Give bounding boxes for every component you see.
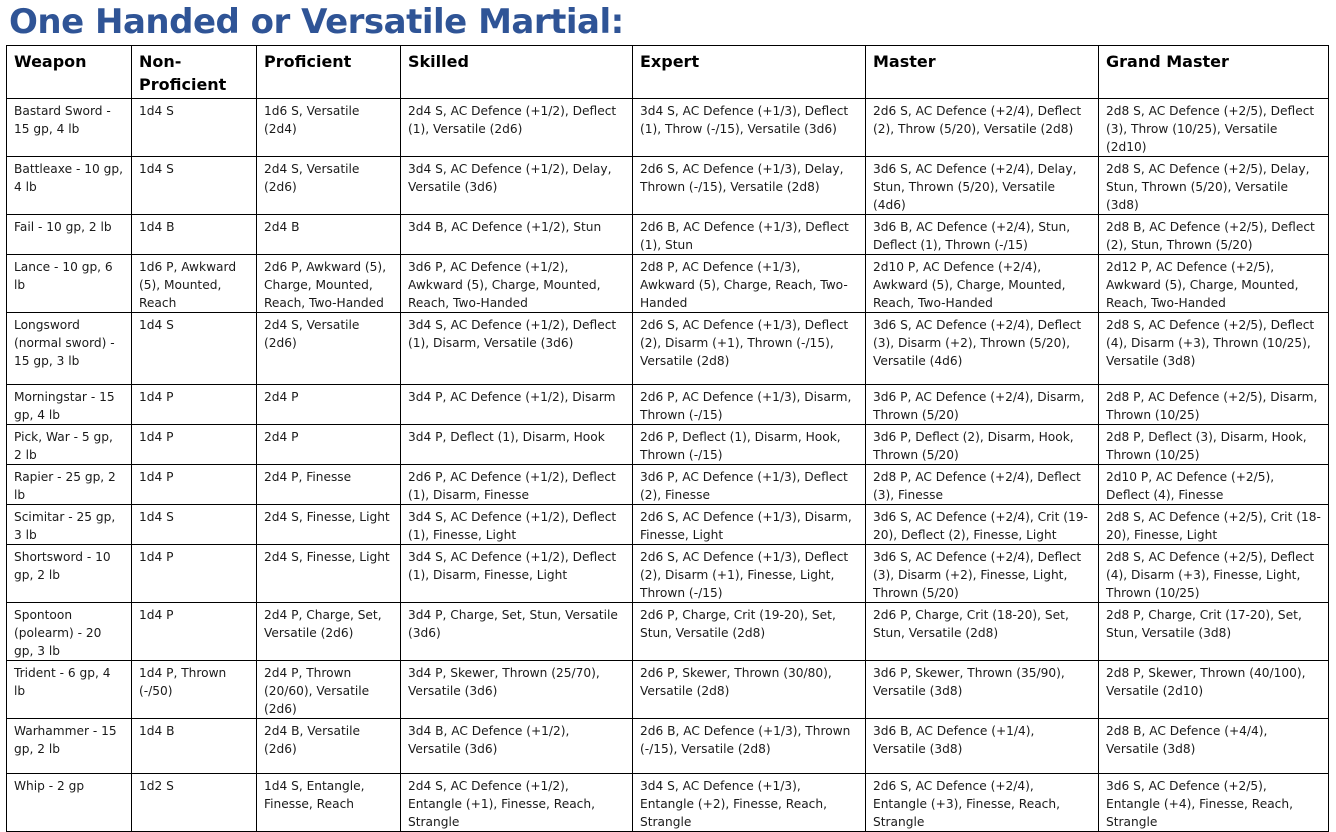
- cell-grand-master: 2d12 P, AC Defence (+2/5), Awkward (5), Charge, Mounted, Reach, Two-Handed: [1099, 255, 1329, 313]
- cell-weapon: Scimitar - 25 gp, 3 lb: [7, 505, 132, 545]
- cell-non-proficient: 1d4 B: [132, 719, 257, 774]
- cell-non-proficient: 1d4 P: [132, 425, 257, 465]
- cell-weapon: Morningstar - 15 gp, 4 lb: [7, 385, 132, 425]
- cell-non-proficient: 1d4 S: [132, 99, 257, 157]
- cell-expert: 2d6 B, AC Defence (+1/3), Deflect (1), Stun: [633, 215, 866, 255]
- cell-skilled: 3d4 S, AC Defence (+1/2), Delay, Versatile (3d6): [401, 157, 633, 215]
- cell-expert: 2d6 P, Deflect (1), Disarm, Hook, Thrown (-/15): [633, 425, 866, 465]
- cell-weapon: Pick, War - 5 gp, 2 lb: [7, 425, 132, 465]
- table-row: [7, 661, 1329, 719]
- cell-proficient: 2d4 B, Versatile (2d6): [257, 719, 401, 774]
- cell-master: 3d6 P, AC Defence (+2/4), Disarm, Thrown (5/20): [866, 385, 1099, 425]
- cell-skilled: 3d6 P, AC Defence (+1/2), Awkward (5), Charge, Mounted, Reach, Two-Handed: [401, 255, 633, 313]
- cell-expert: 3d6 P, AC Defence (+1/3), Deflect (2), Finesse: [633, 465, 866, 505]
- cell-expert: 2d8 P, AC Defence (+1/3), Awkward (5), Charge, Reach, Two-Handed: [633, 255, 866, 313]
- table-row: [7, 157, 1329, 215]
- cell-master: 3d6 S, AC Defence (+2/4), Delay, Stun, Thrown (5/20), Versatile (4d6): [866, 157, 1099, 215]
- cell-expert: 2d6 S, AC Defence (+1/3), Deflect (2), Disarm (+1), Thrown (-/15), Versatile (2d8): [633, 313, 866, 385]
- cell-non-proficient: 1d4 P: [132, 603, 257, 661]
- cell-non-proficient: 1d4 P: [132, 545, 257, 603]
- cell-skilled: 2d4 S, AC Defence (+1/2), Entangle (+1), Finesse, Reach, Strangle: [401, 774, 633, 832]
- cell-grand-master: 2d8 B, AC Defence (+4/4), Versatile (3d8): [1099, 719, 1329, 774]
- weapons-table: [6, 45, 1329, 832]
- table-row: [7, 545, 1329, 603]
- table-row: [7, 215, 1329, 255]
- cell-non-proficient: 1d6 P, Awkward (5), Mounted, Reach: [132, 255, 257, 313]
- header-weapon: Weapon: [7, 46, 132, 99]
- cell-skilled: 3d4 P, Charge, Set, Stun, Versatile (3d6): [401, 603, 633, 661]
- cell-proficient: 2d4 S, Finesse, Light: [257, 505, 401, 545]
- cell-grand-master: 2d8 S, AC Defence (+2/5), Delay, Stun, Thrown (5/20), Versatile (3d8): [1099, 157, 1329, 215]
- cell-skilled: 2d4 S, AC Defence (+1/2), Deflect (1), Versatile (2d6): [401, 99, 633, 157]
- cell-proficient: 2d4 S, Finesse, Light: [257, 545, 401, 603]
- table-row: [7, 465, 1329, 505]
- cell-master: 3d6 S, AC Defence (+2/4), Deflect (3), Disarm (+2), Finesse, Light, Thrown (5/20): [866, 545, 1099, 603]
- cell-grand-master: 2d8 P, AC Defence (+2/5), Disarm, Thrown (10/25): [1099, 385, 1329, 425]
- cell-grand-master: 2d8 P, Deflect (3), Disarm, Hook, Thrown (10/25): [1099, 425, 1329, 465]
- table-row: [7, 603, 1329, 661]
- table-row: [7, 313, 1329, 385]
- cell-proficient: 2d4 S, Versatile (2d6): [257, 313, 401, 385]
- cell-grand-master: 2d8 P, Charge, Crit (17-20), Set, Stun, Versatile (3d8): [1099, 603, 1329, 661]
- cell-weapon: Trident - 6 gp, 4 lb: [7, 661, 132, 719]
- header-non-proficient: Non-Proficient: [132, 46, 257, 99]
- cell-non-proficient: 1d4 P, Thrown (-/50): [132, 661, 257, 719]
- cell-proficient: 2d4 P: [257, 425, 401, 465]
- cell-master: 3d6 S, AC Defence (+2/4), Deflect (3), Disarm (+2), Thrown (5/20), Versatile (4d6): [866, 313, 1099, 385]
- cell-non-proficient: 1d4 B: [132, 215, 257, 255]
- table-row: [7, 425, 1329, 465]
- cell-weapon: Spontoon (polearm) - 20 gp, 3 lb: [7, 603, 132, 661]
- cell-skilled: 3d4 P, Skewer, Thrown (25/70), Versatile (3d6): [401, 661, 633, 719]
- header-expert: Expert: [633, 46, 866, 99]
- header-proficient: Proficient: [257, 46, 401, 99]
- cell-weapon: Fail - 10 gp, 2 lb: [7, 215, 132, 255]
- header-grand-master: Grand Master: [1099, 46, 1329, 99]
- cell-proficient: 2d6 P, Awkward (5), Charge, Mounted, Reach, Two-Handed: [257, 255, 401, 313]
- cell-skilled: 3d4 B, AC Defence (+1/2), Stun: [401, 215, 633, 255]
- table-row: [7, 719, 1329, 774]
- cell-skilled: 3d4 S, AC Defence (+1/2), Deflect (1), Disarm, Finesse, Light: [401, 545, 633, 603]
- cell-proficient: 2d4 P, Finesse: [257, 465, 401, 505]
- cell-proficient: 2d4 B: [257, 215, 401, 255]
- cell-master: 2d6 S, AC Defence (+2/4), Entangle (+3), Finesse, Reach, Strangle: [866, 774, 1099, 832]
- cell-expert: 2d6 P, Charge, Crit (19-20), Set, Stun, Versatile (2d8): [633, 603, 866, 661]
- cell-grand-master: 2d8 P, Skewer, Thrown (40/100), Versatile (2d10): [1099, 661, 1329, 719]
- cell-grand-master: 2d8 S, AC Defence (+2/5), Deflect (4), Disarm (+3), Thrown (10/25), Versatile (3d8): [1099, 313, 1329, 385]
- page-title: One Handed or Versatile Martial:: [9, 2, 624, 42]
- cell-skilled: 3d4 S, AC Defence (+1/2), Deflect (1), Finesse, Light: [401, 505, 633, 545]
- cell-grand-master: 2d10 P, AC Defence (+2/5), Deflect (4), Finesse: [1099, 465, 1329, 505]
- cell-master: 2d10 P, AC Defence (+2/4), Awkward (5), Charge, Mounted, Reach, Two-Handed: [866, 255, 1099, 313]
- cell-weapon: Rapier - 25 gp, 2 lb: [7, 465, 132, 505]
- cell-weapon: Warhammer - 15 gp, 2 lb: [7, 719, 132, 774]
- cell-master: 3d6 B, AC Defence (+2/4), Stun, Deflect (1), Thrown (-/15): [866, 215, 1099, 255]
- cell-master: 3d6 P, Deflect (2), Disarm, Hook, Thrown (5/20): [866, 425, 1099, 465]
- cell-non-proficient: 1d4 P: [132, 385, 257, 425]
- cell-skilled: 2d6 P, AC Defence (+1/2), Deflect (1), Disarm, Finesse: [401, 465, 633, 505]
- header-skilled: Skilled: [401, 46, 633, 99]
- cell-weapon: Lance - 10 gp, 6 lb: [7, 255, 132, 313]
- cell-weapon: Battleaxe - 10 gp, 4 lb: [7, 157, 132, 215]
- cell-non-proficient: 1d4 S: [132, 505, 257, 545]
- cell-expert: 2d6 S, AC Defence (+1/3), Disarm, Finesse, Light: [633, 505, 866, 545]
- cell-skilled: 3d4 S, AC Defence (+1/2), Deflect (1), Disarm, Versatile (3d6): [401, 313, 633, 385]
- table-row: [7, 505, 1329, 545]
- cell-master: 2d6 P, Charge, Crit (18-20), Set, Stun, Versatile (2d8): [866, 603, 1099, 661]
- cell-skilled: 3d4 B, AC Defence (+1/2), Versatile (3d6): [401, 719, 633, 774]
- table-row: [7, 99, 1329, 157]
- cell-grand-master: 2d8 B, AC Defence (+2/5), Deflect (2), Stun, Thrown (5/20): [1099, 215, 1329, 255]
- cell-weapon: Bastard Sword - 15 gp, 4 lb: [7, 99, 132, 157]
- cell-weapon: Shortsword - 10 gp, 2 lb: [7, 545, 132, 603]
- cell-non-proficient: 1d2 S: [132, 774, 257, 832]
- cell-proficient: 2d4 P, Thrown (20/60), Versatile (2d6): [257, 661, 401, 719]
- cell-proficient: 2d4 P: [257, 385, 401, 425]
- cell-skilled: 3d4 P, Deflect (1), Disarm, Hook: [401, 425, 633, 465]
- cell-proficient: 2d4 P, Charge, Set, Versatile (2d6): [257, 603, 401, 661]
- cell-master: 2d6 S, AC Defence (+2/4), Deflect (2), Throw (5/20), Versatile (2d8): [866, 99, 1099, 157]
- cell-proficient: 1d4 S, Entangle, Finesse, Reach: [257, 774, 401, 832]
- cell-weapon: Whip - 2 gp: [7, 774, 132, 832]
- cell-grand-master: 2d8 S, AC Defence (+2/5), Deflect (4), Disarm (+3), Finesse, Light, Thrown (10/25): [1099, 545, 1329, 603]
- cell-expert: 2d6 B, AC Defence (+1/3), Thrown (-/15), Versatile (2d8): [633, 719, 866, 774]
- cell-expert: 3d4 S, AC Defence (+1/3), Deflect (1), Throw (-/15), Versatile (3d6): [633, 99, 866, 157]
- cell-non-proficient: 1d4 S: [132, 157, 257, 215]
- cell-master: 3d6 P, Skewer, Thrown (35/90), Versatile (3d8): [866, 661, 1099, 719]
- table-row: [7, 385, 1329, 425]
- cell-master: 3d6 S, AC Defence (+2/4), Crit (19-20), Deflect (2), Finesse, Light: [866, 505, 1099, 545]
- header-row: [7, 46, 1329, 99]
- cell-master: 3d6 B, AC Defence (+1/4), Versatile (3d8): [866, 719, 1099, 774]
- cell-master: 2d8 P, AC Defence (+2/4), Deflect (3), Finesse: [866, 465, 1099, 505]
- cell-weapon: Longsword (normal sword) - 15 gp, 3 lb: [7, 313, 132, 385]
- table-row: [7, 255, 1329, 313]
- cell-non-proficient: 1d4 S: [132, 313, 257, 385]
- cell-expert: 2d6 P, AC Defence (+1/3), Disarm, Thrown (-/15): [633, 385, 866, 425]
- cell-expert: 3d4 S, AC Defence (+1/3), Entangle (+2), Finesse, Reach, Strangle: [633, 774, 866, 832]
- cell-non-proficient: 1d4 P: [132, 465, 257, 505]
- cell-grand-master: 2d8 S, AC Defence (+2/5), Deflect (3), Throw (10/25), Versatile (2d10): [1099, 99, 1329, 157]
- cell-proficient: 2d4 S, Versatile (2d6): [257, 157, 401, 215]
- cell-grand-master: 2d8 S, AC Defence (+2/5), Crit (18-20), Finesse, Light: [1099, 505, 1329, 545]
- cell-grand-master: 3d6 S, AC Defence (+2/5), Entangle (+4), Finesse, Reach, Strangle: [1099, 774, 1329, 832]
- cell-proficient: 1d6 S, Versatile (2d4): [257, 99, 401, 157]
- cell-skilled: 3d4 P, AC Defence (+1/2), Disarm: [401, 385, 633, 425]
- cell-expert: 2d6 P, Skewer, Thrown (30/80), Versatile (2d8): [633, 661, 866, 719]
- cell-expert: 2d6 S, AC Defence (+1/3), Delay, Thrown (-/15), Versatile (2d8): [633, 157, 866, 215]
- header-master: Master: [866, 46, 1099, 99]
- cell-expert: 2d6 S, AC Defence (+1/3), Deflect (2), Disarm (+1), Finesse, Light, Thrown (-/15): [633, 545, 866, 603]
